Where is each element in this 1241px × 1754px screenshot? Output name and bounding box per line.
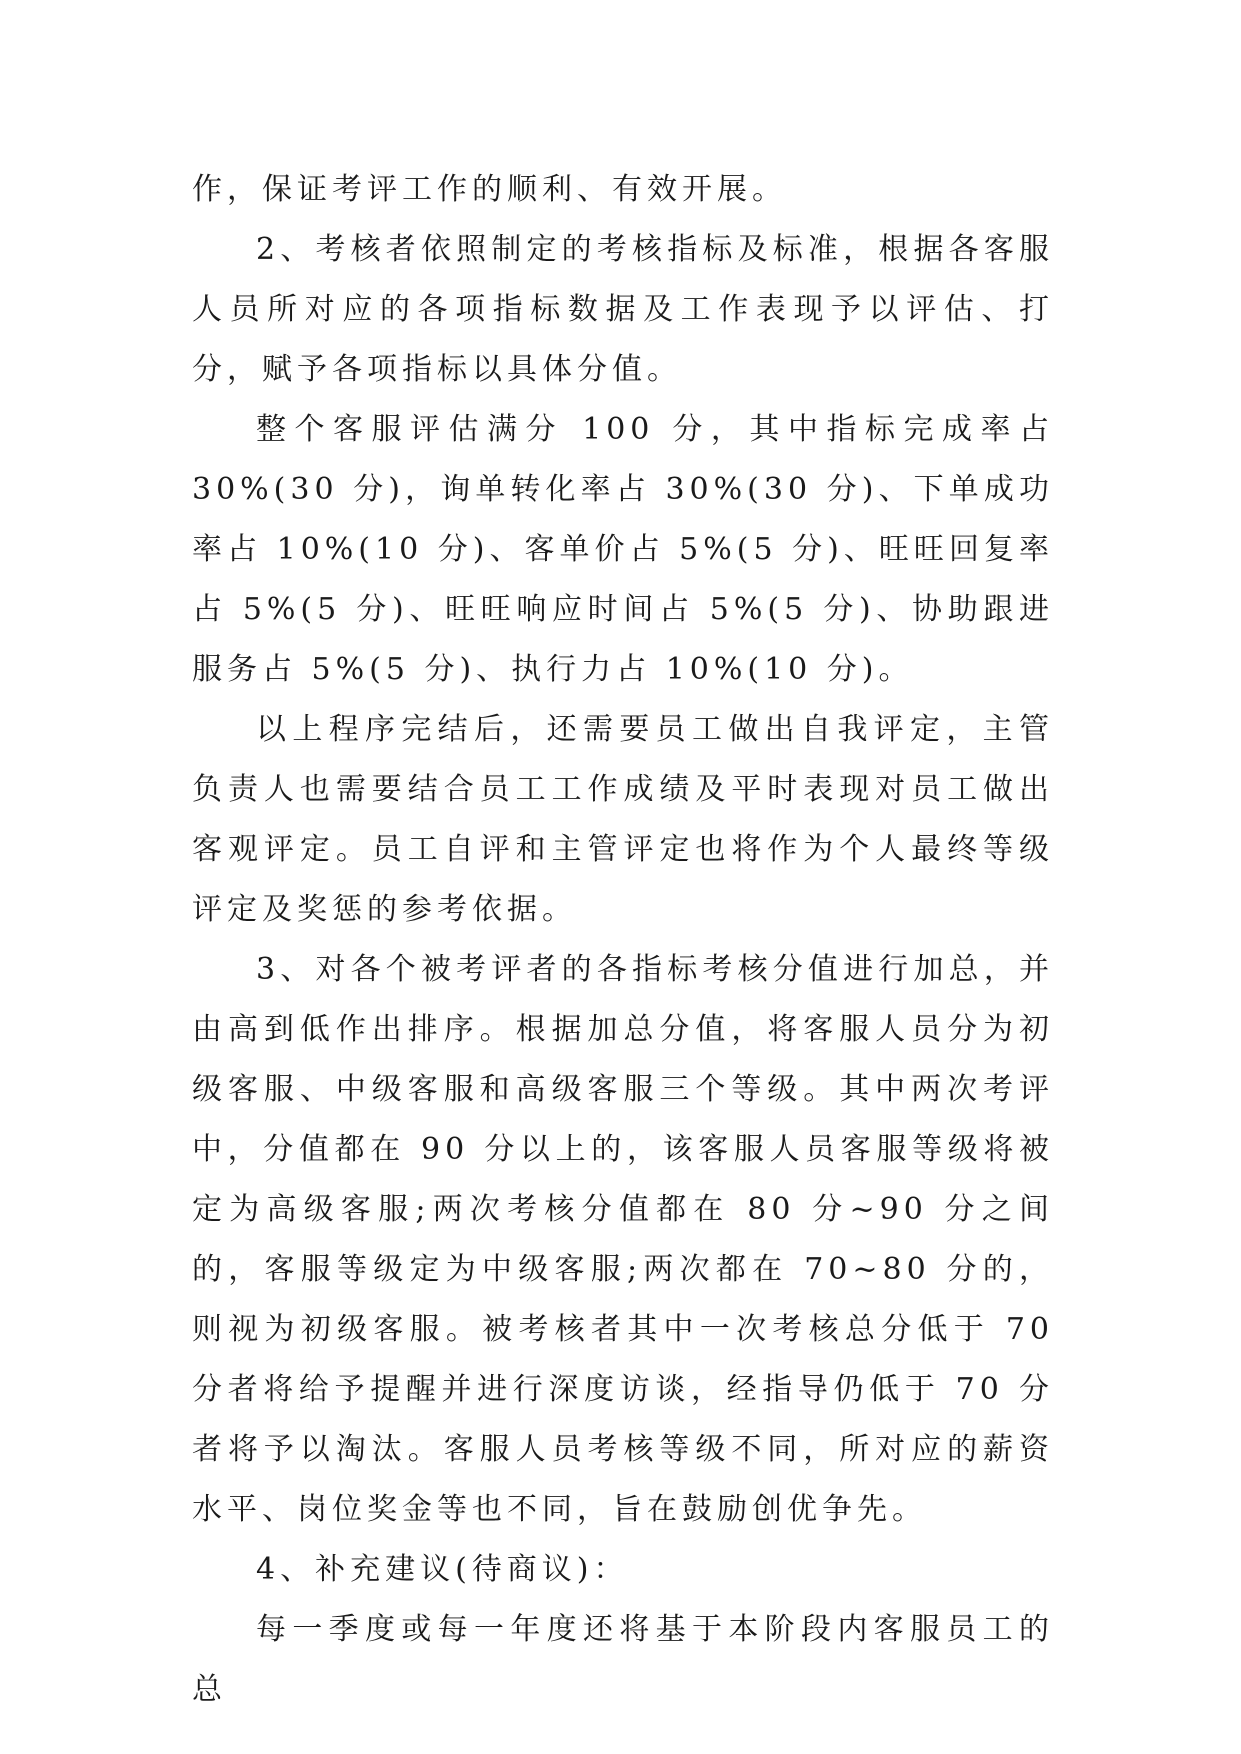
paragraph-self-evaluation: 以上程序完结后，还需要员工做出自我评定，主管负责人也需要结合员工工作成绩及平时表现对员工做出客观评定。员工自评和主管评定也将作为个人最终等级评定及奖惩的参考依据。	[192, 712, 1054, 927]
body-text	[192, 160, 1054, 1720]
paragraph-item-2: 2、考核者依照制定的考核指标及标准，根据各客服人员所对应的各项指标数据及工作表现予以评估、打分，赋予各项指标以具体分值。	[192, 232, 1054, 387]
paragraph-score-breakdown: 整个客服评估满分 100 分，其中指标完成率占 30%(30 分)，询单转化率占 30%(30 分)、下单成功率占 10%(10 分)、客单价占 5%(5 分)、旺旺回复率占 5%(5 分)、旺旺响应时间占 5%(5 分)、协助跟进服务占 5%(5 分)、执行力占 10%(10 分)。	[192, 412, 1054, 687]
paragraph-item-3: 3、对各个被考评者的各指标考核分值进行加总，并由高到低作出排序。根据加总分值，将客服人员分为初级客服、中级客服和高级客服三个等级。其中两次考评中，分值都在 90 分以上的，该客服人员客服等级将被定为高级客服;两次考核分值都在 80 分~90 分之间的，客服等级定为中级客服;两次都在 70~80 分的，则视为初级客服。被考核者其中一次考核总分低于 70 分者将给予提醒并进行深度访谈，经指导仍低于 70 分者将予以淘汰。客服人员考核等级不同，所对应的薪资水平、岗位奖金等也不同，旨在鼓励创优争先。	[192, 952, 1054, 1527]
paragraph-item-4-heading: 4、补充建议(待商议)：	[256, 1552, 629, 1587]
paragraph-continuation: 作，保证考评工作的顺利、有效开展。	[192, 172, 787, 207]
paragraph-supplement: 每一季度或每一年度还将基于本阶段内客服员工的总	[192, 1612, 1054, 1707]
